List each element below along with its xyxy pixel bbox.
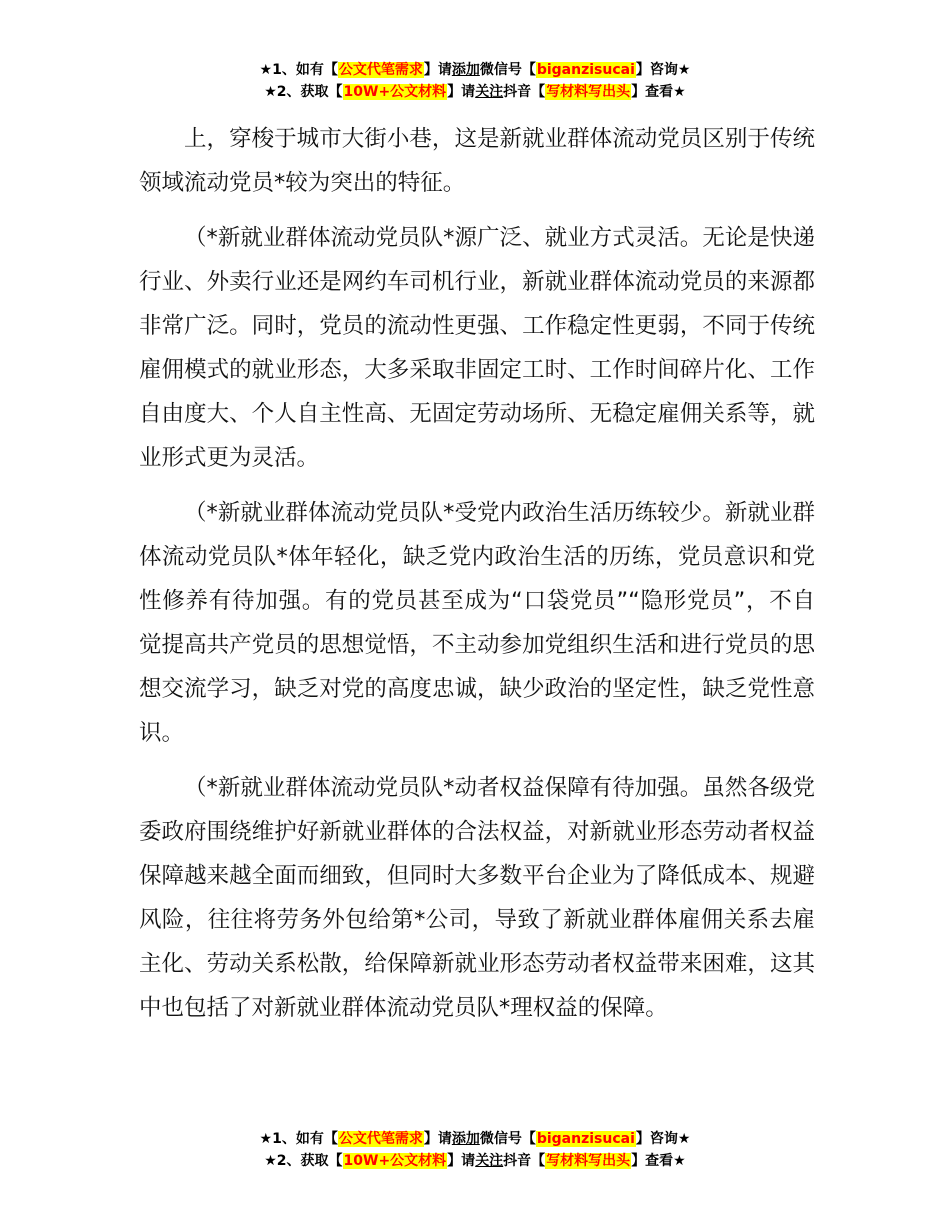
footer-line-2-highlight-materials: 10W+公文材料 [343,1153,447,1169]
header-line-1-mid: 】请 [423,62,452,78]
paragraph-1: 上，穿梭于城市大街小巷，这是新就业群体流动党员区别于传统领域流动党员*较为突出的特征。 [139,126,815,196]
header-line-1-mid2: 微信号【 [479,62,536,78]
footer-line-1-highlight-wechat: biganzisucai [536,1131,635,1147]
header-line-2 [0,81,950,103]
header-line-1-prefix: ★1、如有【 [259,62,338,78]
footer-line-1-suffix: 】咨询★ [635,1131,691,1147]
footer-banner [0,1128,950,1172]
header-line-2-suffix: 】查看★ [631,84,686,100]
header-line-2-mid: 】请 [447,84,476,100]
footer-line-2-emphasis: 关注 [475,1153,504,1169]
paragraph-2: （*新就业群体流动党员队*源广泛、就业方式灵活。无论是快递行业、外卖行业还是网约车司机行业，新就业群体流动党员的来源都非常广泛。同时，党员的流动性更强、工作稳定性更弱，不同于传统雇佣模式的就业形态，大多采取非固定工时、工作时间碎片化、工作自由度大、个人自主性高、无固定劳动场所、无稳定雇佣关系等，就业形式更为灵活。 [139,225,815,471]
header-line-2-highlight-douyin: 写材料写出头 [546,84,631,100]
footer-line-2-prefix: ★2、获取【 [264,1153,343,1169]
footer-line-2 [0,1150,950,1172]
header-line-1 [0,59,950,81]
header-banner [0,59,950,103]
footer-line-1-emphasis: 添加 [451,1131,480,1147]
header-line-2-mid2: 抖音【 [503,84,546,100]
footer-line-2-suffix: 】查看★ [631,1153,686,1169]
footer-line-1 [0,1128,950,1150]
footer-line-2-mid2: 抖音【 [503,1153,546,1169]
footer-line-1-highlight-service: 公文代笔需求 [338,1131,423,1147]
footer-line-1-mid: 】请 [423,1131,452,1147]
footer-line-2-highlight-douyin: 写材料写出头 [546,1153,631,1169]
header-line-1-emphasis: 添加 [451,62,480,78]
paragraph-3: （*新就业群体流动党员队*受党内政治生活历练较少。新就业群体流动党员队*体年轻化，缺乏党内政治生活的历练，党员意识和党性修养有待加强。有的党员甚至成为“口袋党员”“隐形党员”，不自觉提高共产党员的思想觉悟，不主动参加党组织生活和进行党员的思想交流学习，缺乏对党的高度忠诚，缺少政治的坚定性，缺乏党性意识。 [139,500,815,746]
header-line-1-suffix: 】咨询★ [635,62,691,78]
header-line-2-highlight-materials: 10W+公文材料 [343,84,447,100]
header-line-1-highlight-wechat: biganzisucai [536,62,635,78]
header-line-2-prefix: ★2、获取【 [264,84,343,100]
header-line-2-emphasis: 关注 [475,84,504,100]
footer-line-1-mid2: 微信号【 [479,1131,536,1147]
footer-line-2-mid: 】请 [447,1153,476,1169]
paragraph-4: （*新就业群体流动党员队*动者权益保障有待加强。虽然各级党委政府围绕维护好新就业群体的合法权益，对新就业形态劳动者权益保障越来越全面而细致，但同时大多数平台企业为了降低成本、规避风险，往往将劳务外包给第*公司，导致了新就业群体雇佣关系去雇主化、劳动关系松散，给保障新就业形态劳动者权益带来困难，这其中也包括了对新就业群体流动党员队*理权益的保障。 [139,775,815,1021]
document-body [139,117,815,1041]
footer-line-1-prefix: ★1、如有【 [259,1131,338,1147]
header-line-1-highlight-service: 公文代笔需求 [338,62,423,78]
